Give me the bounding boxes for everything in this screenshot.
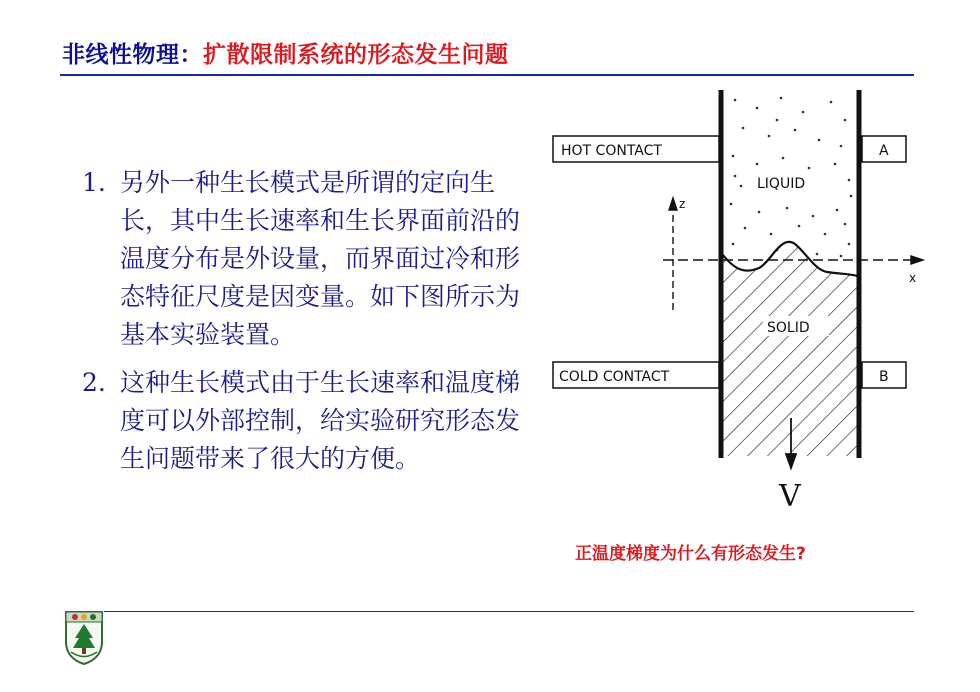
bullet-number: 2. (82, 368, 106, 397)
bullet-text: 这种生长模式由于生长速率和温度梯度可以外部控制，给实验研究形态发生问题带来了很大的方便。 (120, 368, 521, 473)
solid-label: SOLID (767, 320, 810, 336)
z-axis-label: z (679, 197, 686, 211)
figure-caption: 正温度梯度为什么有形态发生? (575, 544, 806, 564)
bullet-item-2 (82, 364, 527, 478)
solid-region (723, 234, 857, 456)
label-b: B (879, 369, 889, 385)
label-a: A (879, 143, 889, 159)
bullet-number: 1. (82, 168, 106, 197)
title-main: 扩散限制系统的形态发生问题 (203, 42, 509, 68)
bullet-item-1 (82, 164, 527, 354)
title-divider (60, 74, 914, 76)
title-prefix: 非线性物理： (62, 42, 203, 68)
hot-contact-label: HOT CONTACT (561, 143, 662, 159)
footer-divider (104, 611, 914, 612)
bullet-text: 另外一种生长模式是所谓的定向生长，其中生长速率和生长界面前沿的温度分布是外设量，而界面过冷和形态特征尺度是因变量。如下图所示为基本实验装置。 (120, 168, 521, 349)
liquid-label: LIQUID (757, 176, 806, 192)
slide-title (62, 36, 509, 69)
cold-contact-label: COLD CONTACT (559, 369, 670, 385)
x-axis-label: x (909, 271, 917, 285)
bullet-list (82, 164, 527, 488)
directional-solidification-diagram (545, 84, 935, 524)
university-seal-tree-icon (62, 608, 106, 666)
velocity-label: V (779, 479, 801, 514)
z-axis-arrow (669, 198, 677, 310)
